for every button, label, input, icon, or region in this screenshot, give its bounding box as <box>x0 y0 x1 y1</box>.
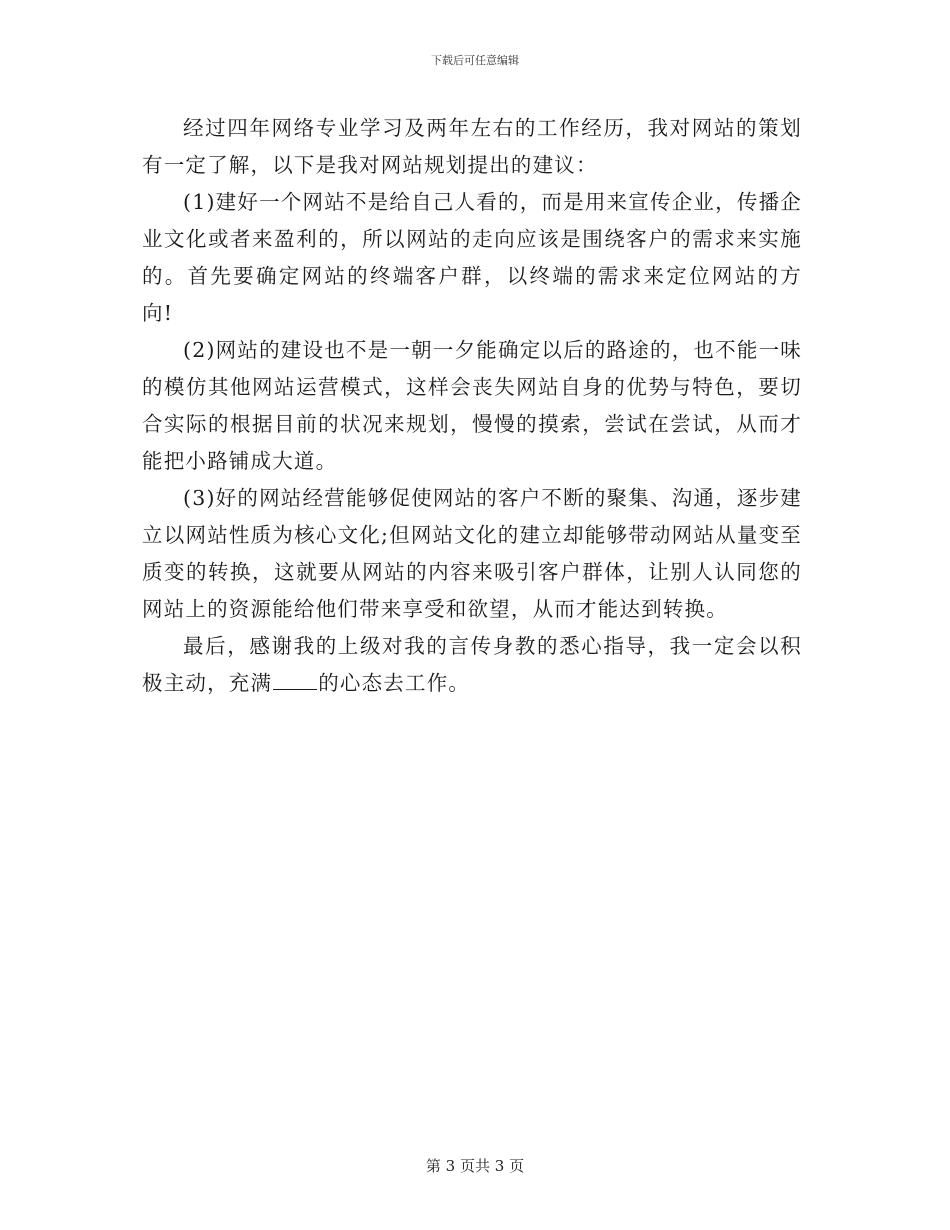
document-body <box>142 110 802 702</box>
closing-text-end: 的心态去工作。 <box>318 671 471 695</box>
closing-text-start: 最后，感谢我的上级对我的言传身教的悉心指导，我一定会以积极主动，充满 <box>142 634 802 695</box>
suggestion-paragraph-1: (1)建好一个网站不是给自己人看的，而是用来宣传企业，传播企业文化或者来盈利的，所以网站的走向应该是围绕客户的需求来实施的。首先要确定网站的终端客户群，以终端的需求来定位网站的方向! <box>142 190 802 325</box>
suggestion-paragraph-2: (2)网站的建设也不是一朝一夕能确定以后的路途的，也不能一味的模仿其他网站运营模式，这样会丧失网站自身的优势与特色，要切合实际的根据目前的状况来规划，慢慢的摸索，尝试在尝试，从而才能把小路铺成大道。 <box>142 338 802 473</box>
page-header: 下载后可任意编辑 <box>431 54 519 67</box>
page-footer: 第 3 页共 3 页 <box>425 1157 525 1175</box>
fill-in-blank <box>273 665 317 690</box>
closing-paragraph <box>142 628 802 702</box>
suggestion-paragraph-3: (3)好的网站经营能够促使网站的客户不断的聚集、沟通，逐步建立以网站性质为核心文化;但网站文化的建立却能够带动网站从量变至质变的转换，这就要从网站的内容来吸引客户群体，让别人认同您的网站上的资源能给他们带来享受和欲望，从而才能达到转换。 <box>142 486 802 621</box>
intro-paragraph: 经过四年网络专业学习及两年左右的工作经历，我对网站的策划有一定了解，以下是我对网站规划提出的建议： <box>142 116 802 177</box>
